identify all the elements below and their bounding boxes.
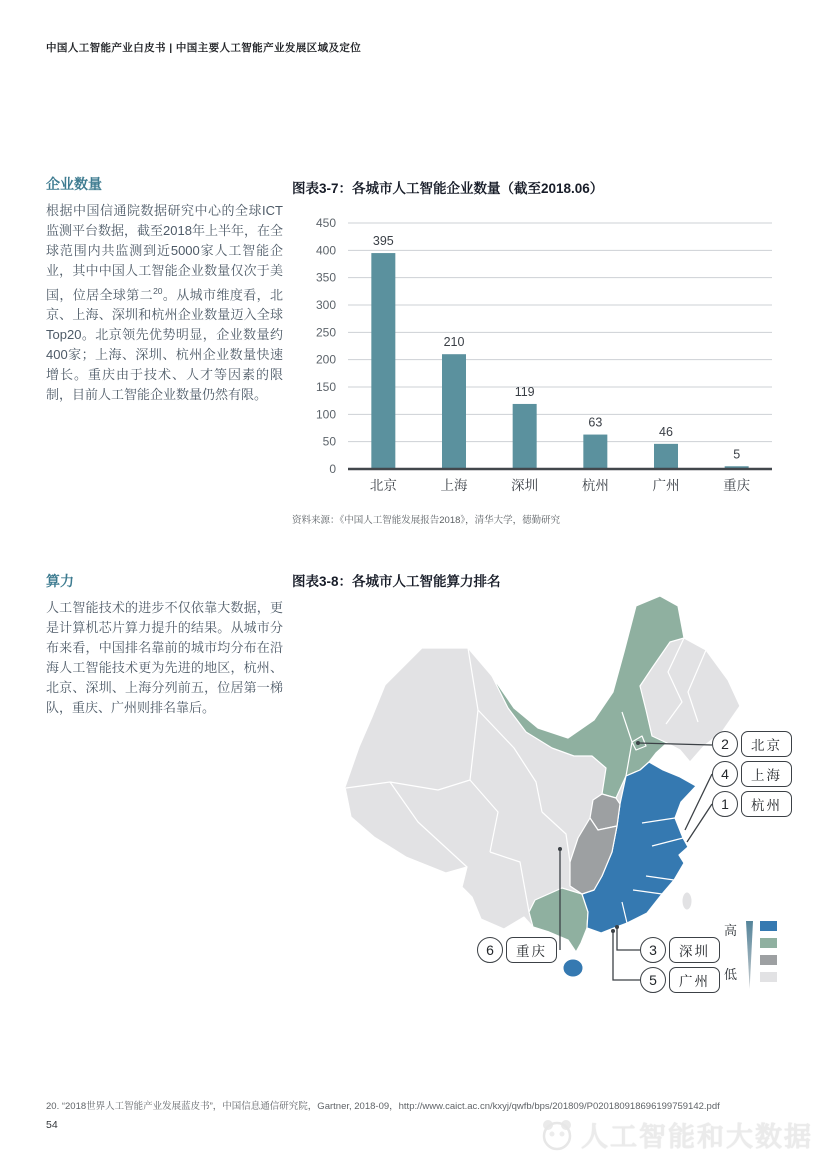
page-number: 54 xyxy=(46,1119,58,1131)
city-label: 重庆 xyxy=(506,937,557,963)
city-label: 北京 xyxy=(741,731,792,757)
bar xyxy=(583,435,607,469)
city-label: 杭州 xyxy=(741,791,792,817)
map-callout-beijing xyxy=(712,731,792,757)
map-city-dot-chongqing xyxy=(558,847,562,851)
map-callout-chongqing xyxy=(477,937,557,963)
city-label: 上海 xyxy=(741,761,792,787)
rank-badge: 5 xyxy=(640,967,666,993)
bar xyxy=(371,253,395,469)
legend-swatch-tier4 xyxy=(760,972,777,982)
legend-swatch-tier1 xyxy=(760,921,777,931)
bar-category-label: 重庆 xyxy=(723,478,751,493)
rank-badge: 6 xyxy=(477,937,503,963)
rank-badge: 4 xyxy=(712,761,738,787)
map-city-dot-beijing xyxy=(636,741,640,745)
y-tick-label: 0 xyxy=(329,462,336,476)
map-city-dot-guangzhou xyxy=(611,929,615,933)
map-callout-guangzhou xyxy=(640,967,720,993)
bar-category-label: 上海 xyxy=(440,478,468,493)
legend-high-label: 高 xyxy=(724,923,738,938)
enterprise-paragraph-part2: 。从城市维度看，北京、上海、深圳和杭州企业数量迈入全球Top20。北京领先优势明显，企业数量约400家；上海、深圳、杭州企业数量快速增长。重庆由于技术、人才等因素的限制，目前人工智能企业数量仍然有限。 xyxy=(46,287,283,403)
rank-badge: 2 xyxy=(712,731,738,757)
legend-swatches xyxy=(760,921,777,982)
bar-value-label: 5 xyxy=(733,447,741,462)
section-heading-computing: 算力 xyxy=(46,573,74,589)
watermark-text: 人工智能和大数据 xyxy=(581,1121,813,1152)
bar-value-label: 210 xyxy=(443,335,465,350)
page-header: 中国人工智能产业白皮书 | 中国主要人工智能产业发展区域及定位 xyxy=(46,42,362,54)
y-tick-label: 250 xyxy=(315,325,336,340)
map-callout-hangzhou xyxy=(712,791,792,817)
y-tick-label: 100 xyxy=(315,407,336,422)
legend-low-label: 低 xyxy=(724,967,738,982)
section-heading-enterprise: 企业数量 xyxy=(46,176,102,192)
chart-source: 资料来源：《中国人工智能发展报告2018》，清华大学，德勤研究 xyxy=(292,515,561,526)
y-tick-label: 200 xyxy=(315,352,336,367)
bar-chart xyxy=(290,215,790,515)
map-callout-shanghai xyxy=(712,761,792,787)
y-tick-label: 300 xyxy=(315,298,336,312)
y-tick-label: 50 xyxy=(322,434,336,449)
bar-value-label: 63 xyxy=(588,415,603,430)
city-label: 深圳 xyxy=(669,937,720,963)
bar-category-label: 北京 xyxy=(369,478,397,493)
legend-swatch-tier2 xyxy=(760,938,777,948)
y-tick-label: 400 xyxy=(315,243,336,258)
bar-category-label: 广州 xyxy=(652,478,680,493)
enterprise-paragraph-part1: 根据中国信通院数据研究中心的全球ICT监测平台数据，截至2018年上半年，在全球范围内共监测到近5000家人工智能企业，其中中国人工智能企业数量仅次于美国，位居全球第二 xyxy=(46,203,283,303)
panda-logo-icon xyxy=(535,1114,575,1154)
y-tick-label: 350 xyxy=(315,270,336,285)
enterprise-paragraph xyxy=(46,201,283,405)
bar xyxy=(442,354,466,469)
map-legend xyxy=(724,920,806,994)
bar-value-label: 46 xyxy=(659,424,673,439)
bar xyxy=(654,444,678,469)
computing-paragraph: 人工智能技术的进步不仅依靠大数据，更是计算机芯片算力提升的结果。从城市分布来看，中国排名靠前的城市均分布在沿海人工智能技术更为先进的地区，杭州、北京、深圳、上海分列前五，位居第一梯队，重庆、广州则排名靠后。 xyxy=(46,600,283,715)
map-region-hainan-tier1 xyxy=(563,959,583,977)
legend-swatch-tier3 xyxy=(760,955,777,965)
bar-category-label: 深圳 xyxy=(511,478,539,493)
y-tick-label: 150 xyxy=(315,380,336,394)
bar-value-label: 119 xyxy=(514,384,535,399)
footnote-ref-superscript: 20 xyxy=(153,286,163,296)
chart-3-7-title: 图表3-7：各城市人工智能企业数量（截至2018.06） xyxy=(292,181,604,196)
footnote: 20. “2018世界人工智能产业发展蓝皮书”，中国信息通信研究院，Gartner, 2018-09，http://www.caict.ac.cn/kxyj/qwfb/bps/201809/P020180918696199759142.pdf xyxy=(46,1101,720,1112)
bar-category-label: 杭州 xyxy=(581,478,609,493)
map-region-taiwan xyxy=(682,892,692,910)
bar xyxy=(513,404,537,469)
chart-3-8-title: 图表3-8：各城市人工智能算力排名 xyxy=(292,574,501,589)
rank-badge: 3 xyxy=(640,937,666,963)
city-label: 广州 xyxy=(669,967,720,993)
rank-badge: 1 xyxy=(712,791,738,817)
bar-value-label: 395 xyxy=(372,234,394,249)
section-computing-power xyxy=(46,571,283,718)
map-city-dot-shenzhen xyxy=(615,925,619,929)
y-tick-label: 450 xyxy=(315,216,336,230)
section-enterprise-count xyxy=(46,174,283,405)
map-callout-shenzhen xyxy=(640,937,720,963)
china-map-figure xyxy=(330,590,810,1010)
watermark-logo xyxy=(535,1114,813,1154)
legend-funnel-shape xyxy=(746,921,753,989)
